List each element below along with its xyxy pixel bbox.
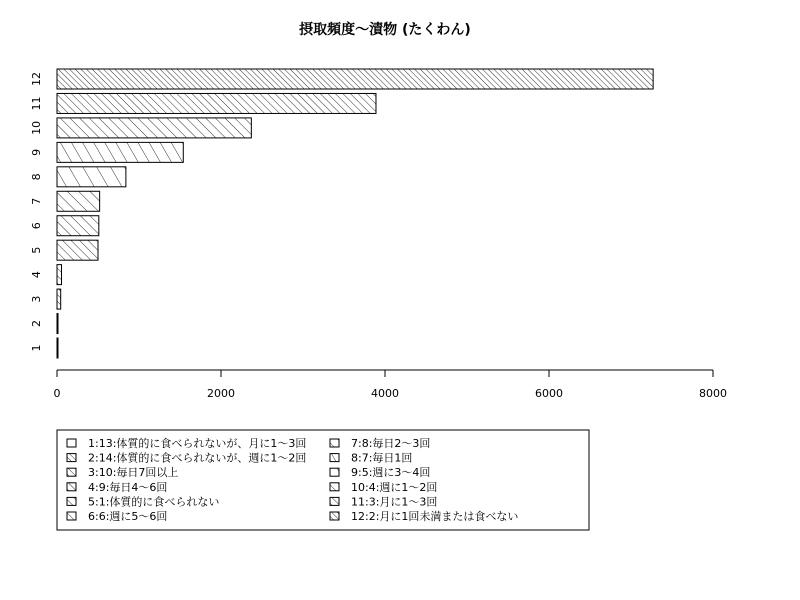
bar-1 [57,338,58,358]
bar-7 [57,191,100,211]
bar-2 [57,314,58,334]
legend-swatch-3 [67,468,76,476]
bar-8 [57,167,126,187]
y-tick-label-6: 6 [30,222,43,230]
y-tick-label-12: 12 [30,72,43,86]
legend-swatch-5 [67,497,76,505]
legend-entry-10: 10:4:週に1～2回 [351,480,438,494]
bar-4 [57,265,62,285]
y-tick-label-8: 8 [30,173,43,181]
legend-swatch-4 [67,483,76,491]
bars [57,69,653,358]
bar-11 [57,93,376,113]
bar-3 [57,289,61,309]
legend-entry-12: 12:2:月に1回未満または食べない [351,510,519,523]
y-tick-label-9: 9 [30,148,43,156]
y-tick-label-10: 10 [30,120,43,135]
y-tick-label-4: 4 [30,271,43,279]
y-tick-label-1: 1 [30,344,43,352]
y-tick-label-11: 11 [30,96,43,111]
legend-swatch-6 [67,512,76,520]
legend-entry-5: 5:1:体質的に食べられない [88,495,220,509]
legend-entry-3: 3:10:毎日7回以上 [88,466,179,480]
legend-swatch-8 [330,454,339,462]
y-tick-label-7: 7 [30,197,43,205]
y-tick-labels [30,72,43,352]
legend-entry-1: 1:13:体質的に食べられないが、月に1～3回 [88,437,307,450]
legend-swatch-1 [67,439,76,447]
bar-9 [57,142,183,162]
legend-swatch-2 [67,454,76,462]
bar-12 [57,69,653,89]
legend-swatch-11 [330,497,339,505]
legend-entry-9: 9:5:週に3～4回 [351,466,431,480]
legend-entry-7: 7:8:毎日2～3回 [351,437,431,450]
bar-10 [57,118,251,138]
x-tick-label-8000: 8000 [699,387,727,400]
y-tick-label-5: 5 [30,246,43,254]
legend-entry-8: 8:7:毎日1回 [351,451,413,465]
legend-swatch-9 [330,468,339,476]
legend-entry-11: 11:3:月に1～3回 [351,495,438,509]
legend-entry-6: 6:6:週に5～6回 [88,510,168,523]
x-tick-label-2000: 2000 [207,387,235,400]
x-axis [54,370,728,400]
x-tick-label-4000: 4000 [371,387,399,400]
x-tick-label-6000: 6000 [535,387,563,400]
x-tick-label-0: 0 [53,387,61,400]
chart-title: 摂取頻度～漬物 (たくわん) [299,22,471,38]
legend-entry-2: 2:14:体質的に食べられないが、週に1～2回 [88,451,307,465]
legend-swatch-10 [330,483,339,491]
bar-5 [57,240,98,260]
y-tick-label-3: 3 [30,295,43,303]
legend-swatch-12 [330,512,339,520]
legend-entry-4: 4:9:毎日4～6回 [88,480,168,494]
legend [57,430,589,530]
legend-swatch-7 [330,439,339,447]
y-tick-label-2: 2 [30,320,43,328]
bar-6 [57,216,99,236]
